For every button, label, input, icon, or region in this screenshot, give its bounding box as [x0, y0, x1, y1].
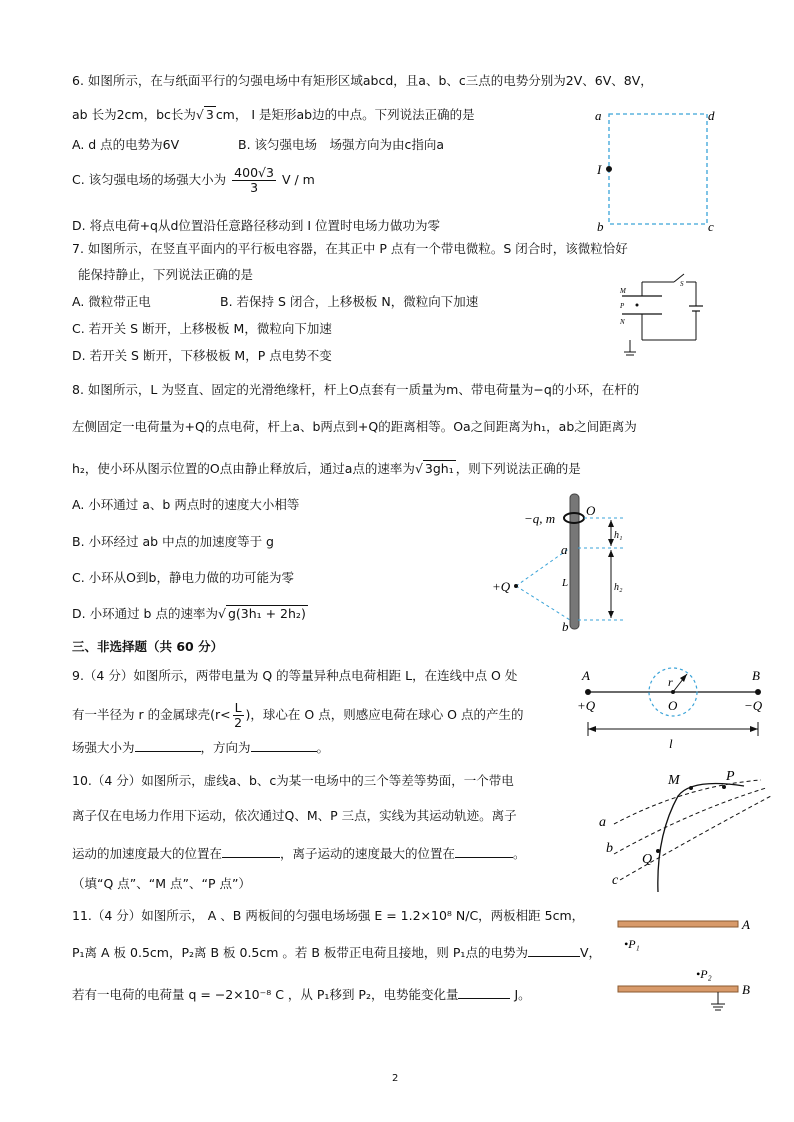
q7-optD: D. 若开关 S 断开，下移极板 M，P 点电势不变	[72, 348, 332, 363]
q9-label-nQ: −Q	[744, 698, 763, 713]
q9-label-B: B	[752, 668, 760, 683]
q9-label-O: O	[668, 698, 678, 713]
q9-line3	[72, 739, 329, 757]
q11-line3	[72, 986, 531, 1004]
q10-line1: 10.（4 分）如图所示，虚线a、b、c为某一电场中的三个等差等势面，一个带电	[72, 773, 514, 788]
q8-line3: h₂，使小环从图示位置的O点由静止释放后，通过a点的速率为√ 3gh₁ ，则下列说法正确的是	[72, 461, 581, 476]
q6-optC-text: C. 该匀强电场的场强大小为	[72, 172, 227, 187]
q6-optC	[72, 166, 315, 195]
q8-label-h2: h₂	[614, 582, 623, 593]
q6-fraction: $\frac{400√3}{3}$	[234, 165, 274, 195]
q9-fraction: $\frac{L}{2}$	[234, 700, 243, 730]
q7-optA: A. 微粒带正电	[72, 294, 151, 309]
q10-blank-acceleration[interactable]	[222, 845, 280, 858]
q11-line1: 11.（4 分）如图所示， A 、B 两板间的匀强电场场强 E = 1.2×10⁸ N/C，两板相距 5cm，	[72, 908, 585, 923]
q6-label-d: d	[708, 108, 715, 123]
q10-line2: 离子仅在电场力作用下运动，依次通过Q、M、P 三点，实线为其运动轨迹。离子	[72, 808, 517, 823]
q11-line2-text: P₁离 A 板 0.5cm，P₂离 B 板 0.5cm 。若 B 板带正电荷且接地，则 P₁点的电势为	[72, 945, 528, 960]
q9-line2-text: 有一半径为 r 的金属球壳(r<	[72, 707, 231, 722]
q10-line4: （填“Q 点”、“M 点”、“P 点”）	[72, 876, 251, 891]
q10-label-b: b	[606, 841, 613, 856]
q8-optD: D. 小环通过 b 点的速率为√ g(3h₁ + 2h₂)	[72, 606, 306, 621]
q9-line3-end: 。	[316, 740, 330, 755]
q6-label-I: I	[597, 162, 602, 177]
q6-optD: D. 将点电荷+q从d位置沿任意路径移动到 I 位置时电场力做功为零	[72, 218, 441, 233]
q8-optB: B. 小环经过 ab 中点的加速度等于 g	[72, 534, 274, 549]
q11-blank-energy[interactable]	[458, 986, 510, 999]
q9-line2-tail: )，球心在 O 点，则感应电荷在球心 O 点的产生的	[245, 707, 524, 722]
q6-label-b: b	[597, 219, 604, 234]
q9-line3-mid: ，方向为	[200, 740, 251, 755]
q10-label-a: a	[599, 815, 606, 830]
q6-line2-tail: I 是矩形ab边的中点。下列说法正确的是	[251, 107, 475, 122]
q8-line1: 8. 如图所示，L 为竖直、固定的光滑绝缘杆，杆上O点套有一质量为m、带电荷量为−q的小环，在杆的	[72, 382, 640, 397]
q10-label-Q: Q	[642, 852, 653, 867]
q6-line2-text: ab 长为2cm，bc长为	[72, 107, 196, 122]
q8-label-L: L	[562, 577, 569, 589]
q10-line3-end: 。	[513, 846, 526, 861]
q8-line3-tail: ，则下列说法正确的是	[455, 461, 581, 476]
q7-capacitor-figure	[612, 262, 712, 362]
q10-equipotential-figure	[596, 766, 776, 896]
q7-label-N: N	[620, 318, 625, 326]
q10-label-P: P	[726, 769, 735, 784]
q8-line2: 左侧固定一电荷量为+Q的点电荷，杆上a、b两点到+Q的距离相等。Oa之间距离为h₁，ab之间距离为	[72, 419, 637, 434]
q7-optC: C. 若开关 S 断开，上移极板 M，微粒向下加速	[72, 321, 332, 336]
q10-line3-text: 运动的加速度最大的位置在	[72, 846, 223, 861]
q11-label-P2: •P₂	[696, 967, 712, 981]
q9-label-r: r	[668, 675, 673, 689]
q10-line3	[72, 845, 526, 863]
q8-label-charge: −q, m	[524, 511, 556, 526]
page-number: 2	[392, 1073, 399, 1084]
q7-label-S: S	[680, 280, 684, 288]
q11-line3-unit: J。	[514, 987, 531, 1002]
q10-blank-speed[interactable]	[455, 845, 513, 858]
q11-line3-text: 若有一电荷的电荷量 q = −2×10⁻⁸ C ，从 P₁移到 P₂，电势能变化量	[72, 987, 459, 1002]
q6-rectangle-figure	[590, 104, 720, 234]
q9-line1: 9.（4 分）如图所示，两带电量为 Q 的等量异种点电荷相距 L，在连线中点 O 处	[72, 668, 518, 683]
q7-optB: B. 若保持 S 闭合，上移极板 N，微粒向下加速	[220, 294, 479, 309]
q9-label-l: l	[669, 736, 673, 751]
q6-label-a: a	[595, 108, 602, 123]
q8-label-a: a	[561, 542, 568, 557]
q7-line2: 能保持静止，下列说法正确的是	[78, 267, 254, 282]
q7-line1: 7. 如图所示，在竖直平面内的平行板电容器，在其正中 P 点有一个带电微粒。S 闭合时，该微粒恰好	[72, 241, 628, 256]
q10-label-M: M	[668, 773, 680, 788]
q9-label-pQ: +Q	[577, 698, 596, 713]
q8-sqrt: 3gh₁	[424, 461, 454, 476]
q6-optB: B. 该匀强电场 场强方向为由c指向a	[238, 137, 445, 152]
q11-line2-unit: V，	[579, 945, 602, 960]
q6-optA: A. d 点的电势为6V	[72, 137, 180, 152]
q11-plates-figure	[612, 912, 762, 1022]
q10-label-c: c	[612, 873, 619, 888]
q8-optD-text: D. 小环通过 b 点的速率为	[72, 606, 218, 621]
q8-rod-figure	[486, 490, 646, 635]
q8-label-b: b	[562, 619, 569, 634]
q9-blank-magnitude[interactable]	[135, 739, 201, 752]
q10-line3-mid: ，离子运动的速度最大的位置在	[280, 846, 456, 861]
q11-blank-potential[interactable]	[528, 944, 580, 957]
q6-line2-unit: cm，	[215, 107, 248, 122]
q6-optC-unit: V / m	[281, 172, 315, 187]
q8-label-O: O	[586, 503, 596, 518]
q9-line3-text: 场强大小为	[72, 740, 135, 755]
q8-line3-text: h₂，使小环从图示位置的O点由静止释放后，通过a点的速率为	[72, 461, 415, 476]
q7-label-P: P	[620, 302, 625, 310]
q11-label-A: A	[742, 917, 750, 932]
q8-optC: C. 小环从O到b，静电力做的功可能为零	[72, 570, 294, 585]
q9-label-A: A	[582, 668, 590, 683]
q11-line2	[72, 944, 601, 962]
q11-label-B: B	[742, 982, 750, 997]
q11-label-P1: •P₁	[624, 937, 640, 951]
q9-line2	[72, 701, 524, 730]
q6-sqrt: 3	[205, 107, 214, 122]
q6-label-c: c	[708, 219, 714, 234]
q8-optA: A. 小环通过 a、b 两点时的速度大小相等	[72, 497, 300, 512]
section-heading: 三、非选择题（共 60 分）	[72, 639, 224, 654]
q6-line1: 6. 如图所示，在与纸面平行的匀强电场中有矩形区域abcd，且a、b、c三点的电势分别为2V、6V、8V，	[72, 73, 653, 88]
q9-charges-figure	[574, 664, 774, 754]
q8-label-h1: h₁	[614, 530, 623, 541]
q9-blank-direction[interactable]	[251, 739, 317, 752]
q6-line2: ab 长为2cm，bc长为√ 3 cm， I 是矩形ab边的中点。下列说法正确的是	[72, 107, 475, 122]
q8-optD-sqrt: g(3h₁ + 2h₂)	[227, 606, 306, 621]
q8-label-Q: +Q	[492, 579, 511, 594]
q7-label-M: M	[620, 287, 626, 295]
